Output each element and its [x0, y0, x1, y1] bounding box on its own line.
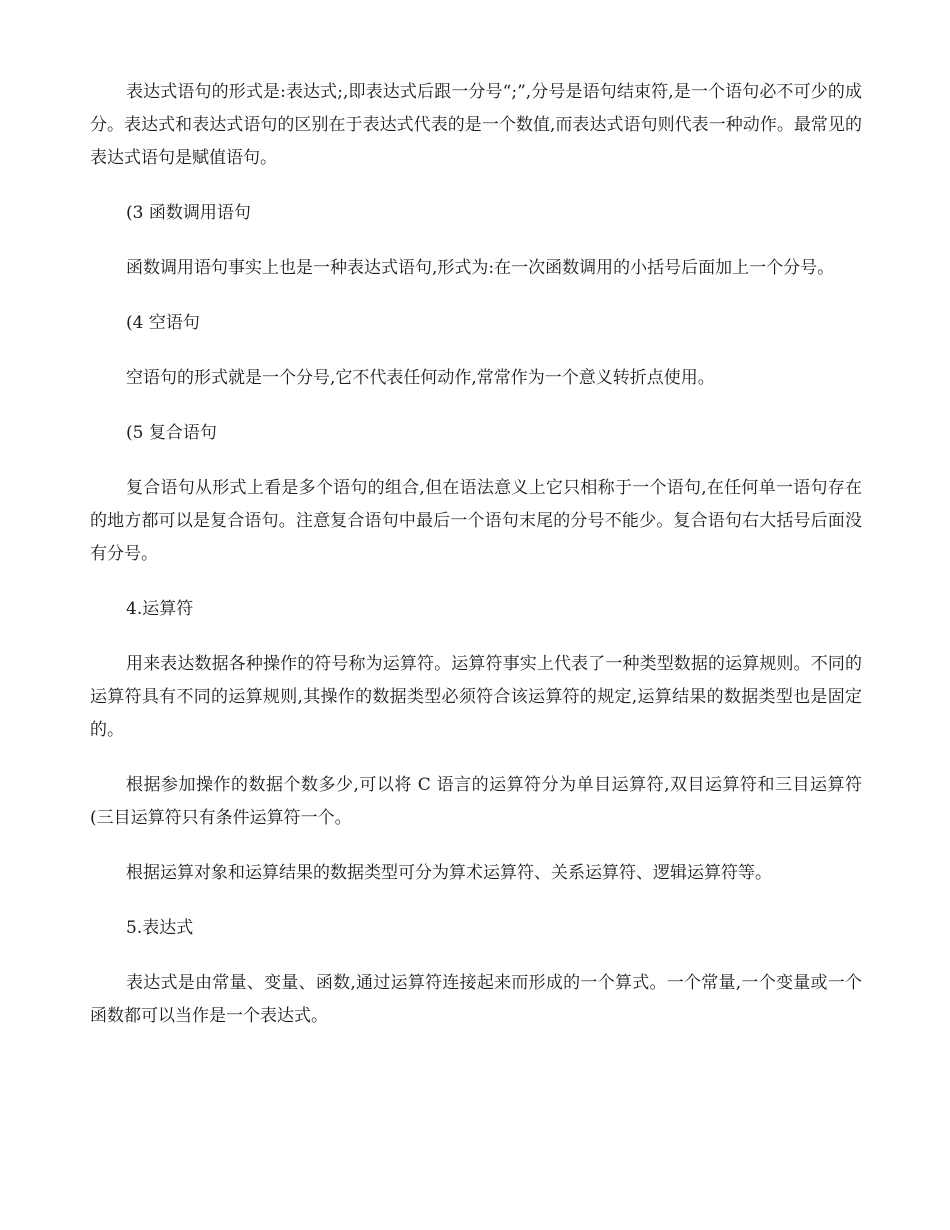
paragraph-compound-statement: 复合语句从形式上看是多个语句的组合,但在语法意义上它只相称于一个语句,在任何单一语句存在的地方都可以是复合语句。注意复合语句中最后一个语句末尾的分号不能少。复合语句右大括号后面没有分号。: [90, 478, 862, 564]
document-page: [90, 76, 862, 1055]
heading-operators: 4.运算符: [126, 599, 194, 619]
paragraph-operators-definition: 用来表达数据各种操作的符号称为运算符。运算符事实上代表了一种类型数据的运算规则。不同的运算符具有不同的运算规则,其操作的数据类型必须符合该运算符的规定,运算结果的数据类型也是固定的。: [90, 654, 862, 740]
paragraph-expressions: 表达式是由常量、变量、函数,通过运算符连接起来而形成的一个算式。一个常量,一个变量或一个函数都可以当作是一个表达式。: [90, 973, 862, 1026]
paragraph-operators-by-operand-count: 根据参加操作的数据个数多少,可以将 C 语言的运算符分为单目运算符,双目运算符和三目运算符(三目运算符只有条件运算符一个。: [90, 775, 862, 828]
heading-expressions: 5.表达式: [126, 918, 194, 938]
heading-compound-statement: (5 复合语句: [126, 423, 217, 443]
paragraph-expression-statement: 表达式语句的形式是:表达式;,即表达式后跟一分号“;”,分号是语句结束符,是一个语句必不可少的成分。表达式和表达式语句的区别在于表达式代表的是一个数值,而表达式语句则代表一种动作。最常见的表达式语句是赋值语句。: [90, 82, 862, 168]
paragraph-operators-by-type: 根据运算对象和运算结果的数据类型可分为算术运算符、关系运算符、逻辑运算符等。: [126, 863, 772, 883]
heading-empty-statement: (4 空语句: [126, 313, 200, 333]
heading-function-call-statement: (3 函数调用语句: [126, 203, 251, 223]
paragraph-empty-statement: 空语句的形式就是一个分号,它不代表任何动作,常常作为一个意义转折点使用。: [126, 368, 715, 388]
paragraph-function-call-statement: 函数调用语句事实上也是一种表达式语句,形式为:在一次函数调用的小括号后面加上一个分号。: [126, 258, 835, 278]
